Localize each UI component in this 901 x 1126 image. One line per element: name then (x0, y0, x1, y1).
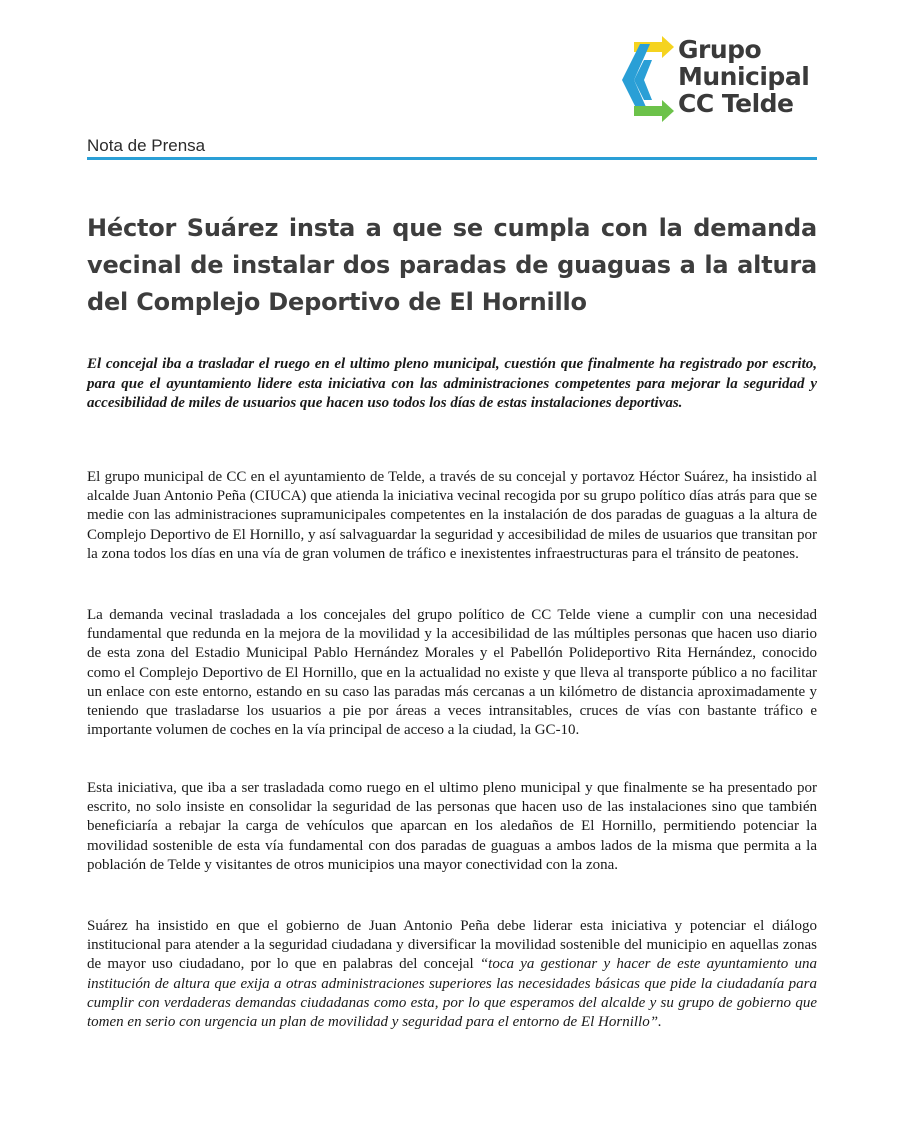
logo-line-2: Municipal (678, 62, 810, 91)
header-divider (87, 157, 817, 160)
body-paragraph-3: Esta iniciativa, que iba a ser trasladada como ruego en el ultimo pleno municipal y que finalmente se ha presentado por escrito, no solo insiste en consolidar la seguridad de las personas que hacen uso de las instalaciones sino que también beneficiaría a rebajar la carga de vehículos que aparcan en los aledaños de El Hornillo, permitiendo potenciar la movilidad sostenible de esta vía fundamental con dos paradas de guaguas a ambos lados de la misma que permita a la población de Telde y visitantes de otros municipios una mayor conectividad con la zona. (87, 780, 817, 873)
cc-telde-arrows-logo-icon (620, 34, 676, 126)
body-paragraph-4 (87, 917, 817, 1032)
press-release-label: Nota de Prensa (87, 136, 206, 155)
lead-paragraph: El concejal iba a trasladar el ruego en el ultimo pleno municipal, cuestión que finalmente ha registrado por escrito, para que el ayuntamiento lidere esta iniciativa con las administraciones competentes para mejorar la seguridad y accesibilidad de miles de usuarios que hacen uso todos los días de estas instalaciones deportivas. (87, 356, 817, 411)
cc-telde-logo (620, 34, 830, 126)
councilor-quote: “toca ya gestionar y hacer de este ayuntamiento una institución de altura que exija a otras administraciones superiores las necesidades básicas que pide la ciudadanía para cumplir con verdaderas demandas ciudadanas como esta, por lo que esperamos del alcalde y su grupo de gobierno que tomen en serio con urgencia un plan de movilidad y seguridad para el entorno de El Hornillo”. (87, 956, 817, 1031)
body-paragraph-1: El grupo municipal de CC en el ayuntamiento de Telde, a través de su concejal y portavoz Héctor Suárez, ha insistido al alcalde Juan Antonio Peña (CIUCA) que atienda la iniciativa vecinal recogida por su grupo político días atrás para que se medie con las administraciones supramunicipales competentes en la instalación de dos paradas de guaguas a la altura de Complejo Deportivo de El Hornillo, y así salvaguardar la seguridad y accesibilidad de miles de usuarios que transitan por la zona todos los días en una vía de gran volumen de tráfico e inexistentes infraestructuras para el tránsito de peatones. (87, 469, 817, 562)
logo-line-1: Grupo (678, 35, 762, 64)
body-paragraph-2: La demanda vecinal trasladada a los concejales del grupo político de CC Telde viene a cumplir con una necesidad fundamental que redunda en la mejora de la movilidad y la accesibilidad de las múltiples personas que hacen uso diario de esta zona del Estadio Municipal Pablo Hernández Morales y el Pabellón Polideportivo Rita Hernández, conocido como el Complejo Deportivo de El Hornillo, que en la actualidad no existe y que lleva al transporte público a no facilitar un enlace con este entorno, estando en su caso las paradas más cercanas a un kilómetro de distancia aproximadamente y teniendo que trasladarse los usuarios a pie por áreas a veces intransitables, cruces de vías con bastante tráfico e importante volumen de coches en la vía principal de acceso a la ciudad, la GC-10. (87, 607, 817, 739)
body-paragraph-4-intro: Suárez ha insistido en que el gobierno de Juan Antonio Peña debe liderar esta iniciativa y potenciar el diálogo institucional para atender a la seguridad ciudadana y diversificar la movilidad sostenible del municipio en aquellas zonas de mayor uso ciudadano, por lo que en palabras del concejal (87, 918, 817, 973)
headline: Héctor Suárez insta a que se cumpla con la demanda vecinal de instalar dos paradas de guaguas a la altura del Complejo Deportivo de El Hornillo (87, 214, 817, 316)
logo-line-3: CC Telde (678, 89, 794, 118)
